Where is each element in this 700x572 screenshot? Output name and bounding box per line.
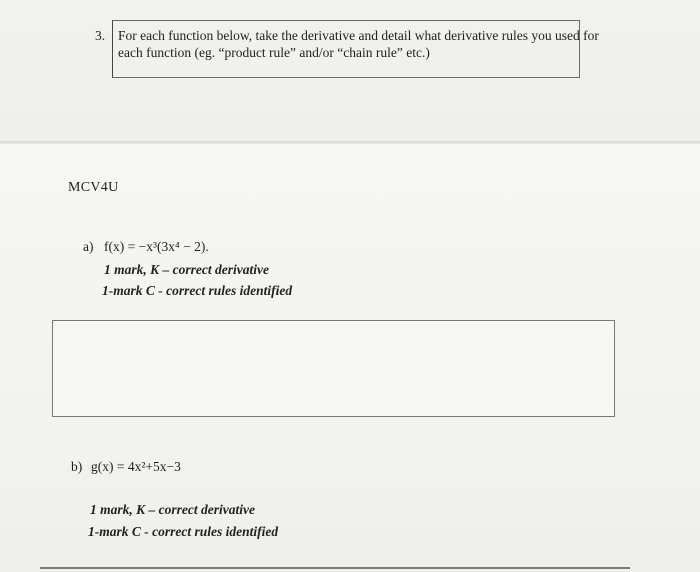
part-b-rubric-communication: 1-mark C - correct rules identified (88, 524, 279, 539)
part-b-function: g(x) = 4x²+5x−3 (91, 459, 181, 474)
part-a-rubric-communication: 1-mark C - correct rules identified (102, 283, 293, 298)
question-number: 3. (95, 28, 106, 43)
part-a-answer-box[interactable] (52, 320, 615, 417)
part-a-rubric-knowledge: 1 mark, K – correct derivative (104, 262, 269, 277)
next-answer-box-edge (40, 567, 630, 569)
part-a-function: f(x) = −x³(3x⁴ − 2). (104, 239, 209, 254)
part-b-label: b) (71, 459, 83, 474)
part-b-rubric-knowledge: 1 mark, K – correct derivative (90, 502, 255, 517)
course-code: MCV4U (68, 180, 119, 195)
part-a-label: a) (83, 239, 94, 254)
question-text: For each function below, take the derivative and detail what derivative rules you used for each function (eg. “product rule” and/or “chain rule” etc.) (118, 28, 599, 60)
